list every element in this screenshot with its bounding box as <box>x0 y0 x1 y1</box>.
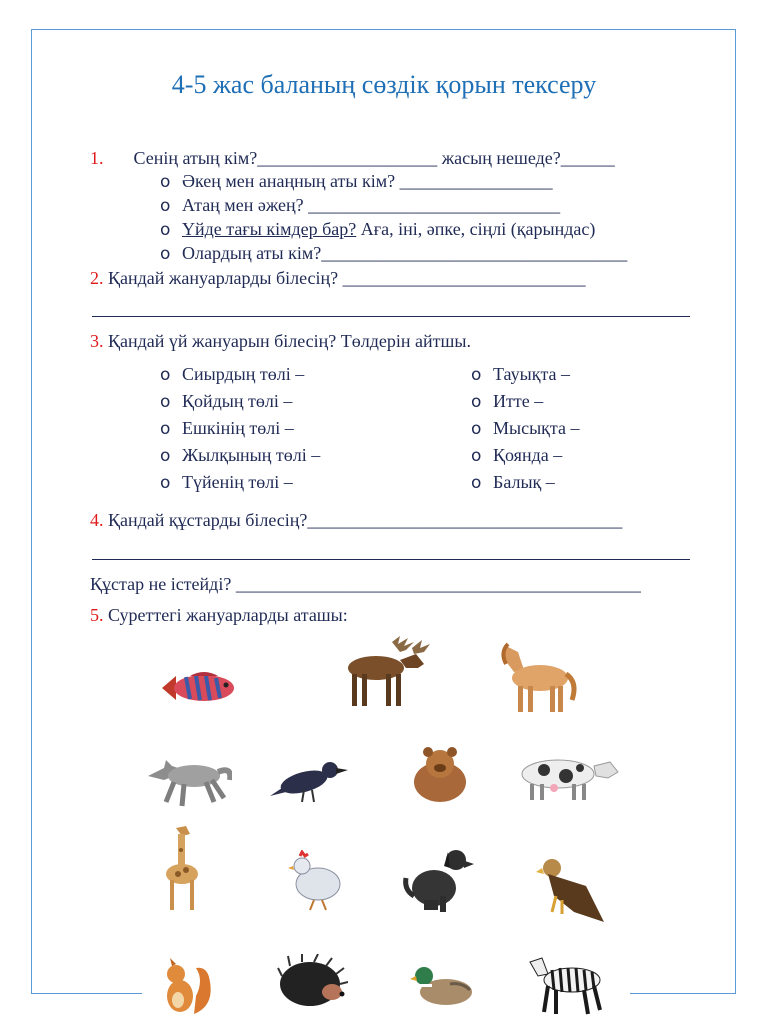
dog-icon <box>400 846 474 914</box>
question-3 <box>90 331 471 352</box>
question-text: Қандай үй жануарын білесің? Төлдерін айтшы. <box>108 331 471 351</box>
answer-line <box>92 316 690 317</box>
question-number: 5. <box>90 605 104 625</box>
bullet-icon: o <box>471 446 482 466</box>
bullet-icon: o <box>471 473 482 493</box>
question-number: 3. <box>90 331 104 351</box>
question-number: 2. <box>90 268 104 288</box>
wolf-icon <box>144 750 232 808</box>
question-text: Қандай жануарларды білесің? ___________________________ <box>108 268 586 288</box>
bullet-icon: o <box>160 392 171 412</box>
bullet-icon: o <box>160 365 171 385</box>
duck-icon <box>410 964 476 1008</box>
animals-picture <box>142 632 630 1024</box>
horse-icon <box>494 642 580 714</box>
list-item: o Тауықта – <box>471 364 571 385</box>
question-5 <box>90 605 348 626</box>
birds-question: Құстар не істейді? _____________________________________________ <box>90 574 641 594</box>
cow-icon <box>514 752 620 802</box>
bullet-icon: o <box>160 244 171 264</box>
page-title: 4-5 жас баланың сөздік қорын тексеру <box>171 70 597 99</box>
list-item: o Үйде тағы кімдер бар? Аға, іні, әпке, сіңлі (қарындас) <box>160 219 596 240</box>
list-item: o Қоянда – <box>471 445 563 466</box>
fish-icon <box>160 668 240 708</box>
bullet-icon: o <box>471 419 482 439</box>
eagle-icon <box>536 856 606 924</box>
list-item: o Жылқының төлі – <box>160 445 321 466</box>
list-item: o Ешкінің төлі – <box>160 418 294 439</box>
list-item: o Әкең мен анаңның аты кім? _________________ <box>160 171 553 192</box>
list-item: o Олардың аты кім?__________________________________ <box>160 243 628 264</box>
bullet-icon: o <box>160 419 171 439</box>
list-item: o Мысықта – <box>471 418 580 439</box>
bullet-icon: o <box>471 392 482 412</box>
question-number: 4. <box>90 510 104 530</box>
hen-icon <box>288 850 348 912</box>
hedgehog-icon <box>276 954 348 1012</box>
list-item: o Қойдың төлі – <box>160 391 293 412</box>
list-item: o Түйенің төлі – <box>160 472 293 493</box>
answer-line <box>92 559 690 560</box>
bear-icon <box>408 746 470 804</box>
question-text: Сенің атың кім?____________________ жасың нешеде?______ <box>133 148 615 168</box>
zebra-icon <box>526 952 612 1016</box>
question-2 <box>90 268 586 289</box>
squirrel-icon <box>160 956 214 1018</box>
question-text: Суреттегі жануарларды аташы: <box>108 605 348 625</box>
question-4 <box>90 510 622 531</box>
bullet-icon: o <box>160 473 171 493</box>
question-number: 1. <box>90 148 104 168</box>
bullet-icon: o <box>160 172 171 192</box>
giraffe-icon <box>156 822 208 912</box>
moose-icon <box>340 634 432 710</box>
list-item: o Сиырдың төлі – <box>160 364 305 385</box>
question-1 <box>90 148 615 169</box>
bullet-icon: o <box>160 196 171 216</box>
question-text: Қандай құстарды білесің?___________________________________ <box>108 510 623 530</box>
crow-icon <box>268 756 348 808</box>
list-item: o Атаң мен әжең? ____________________________ <box>160 195 561 216</box>
list-item: o Итте – <box>471 391 544 412</box>
bullet-icon: o <box>471 365 482 385</box>
bullet-icon: o <box>160 446 171 466</box>
list-item: o Балық – <box>471 472 555 493</box>
bullet-icon: o <box>160 220 171 240</box>
